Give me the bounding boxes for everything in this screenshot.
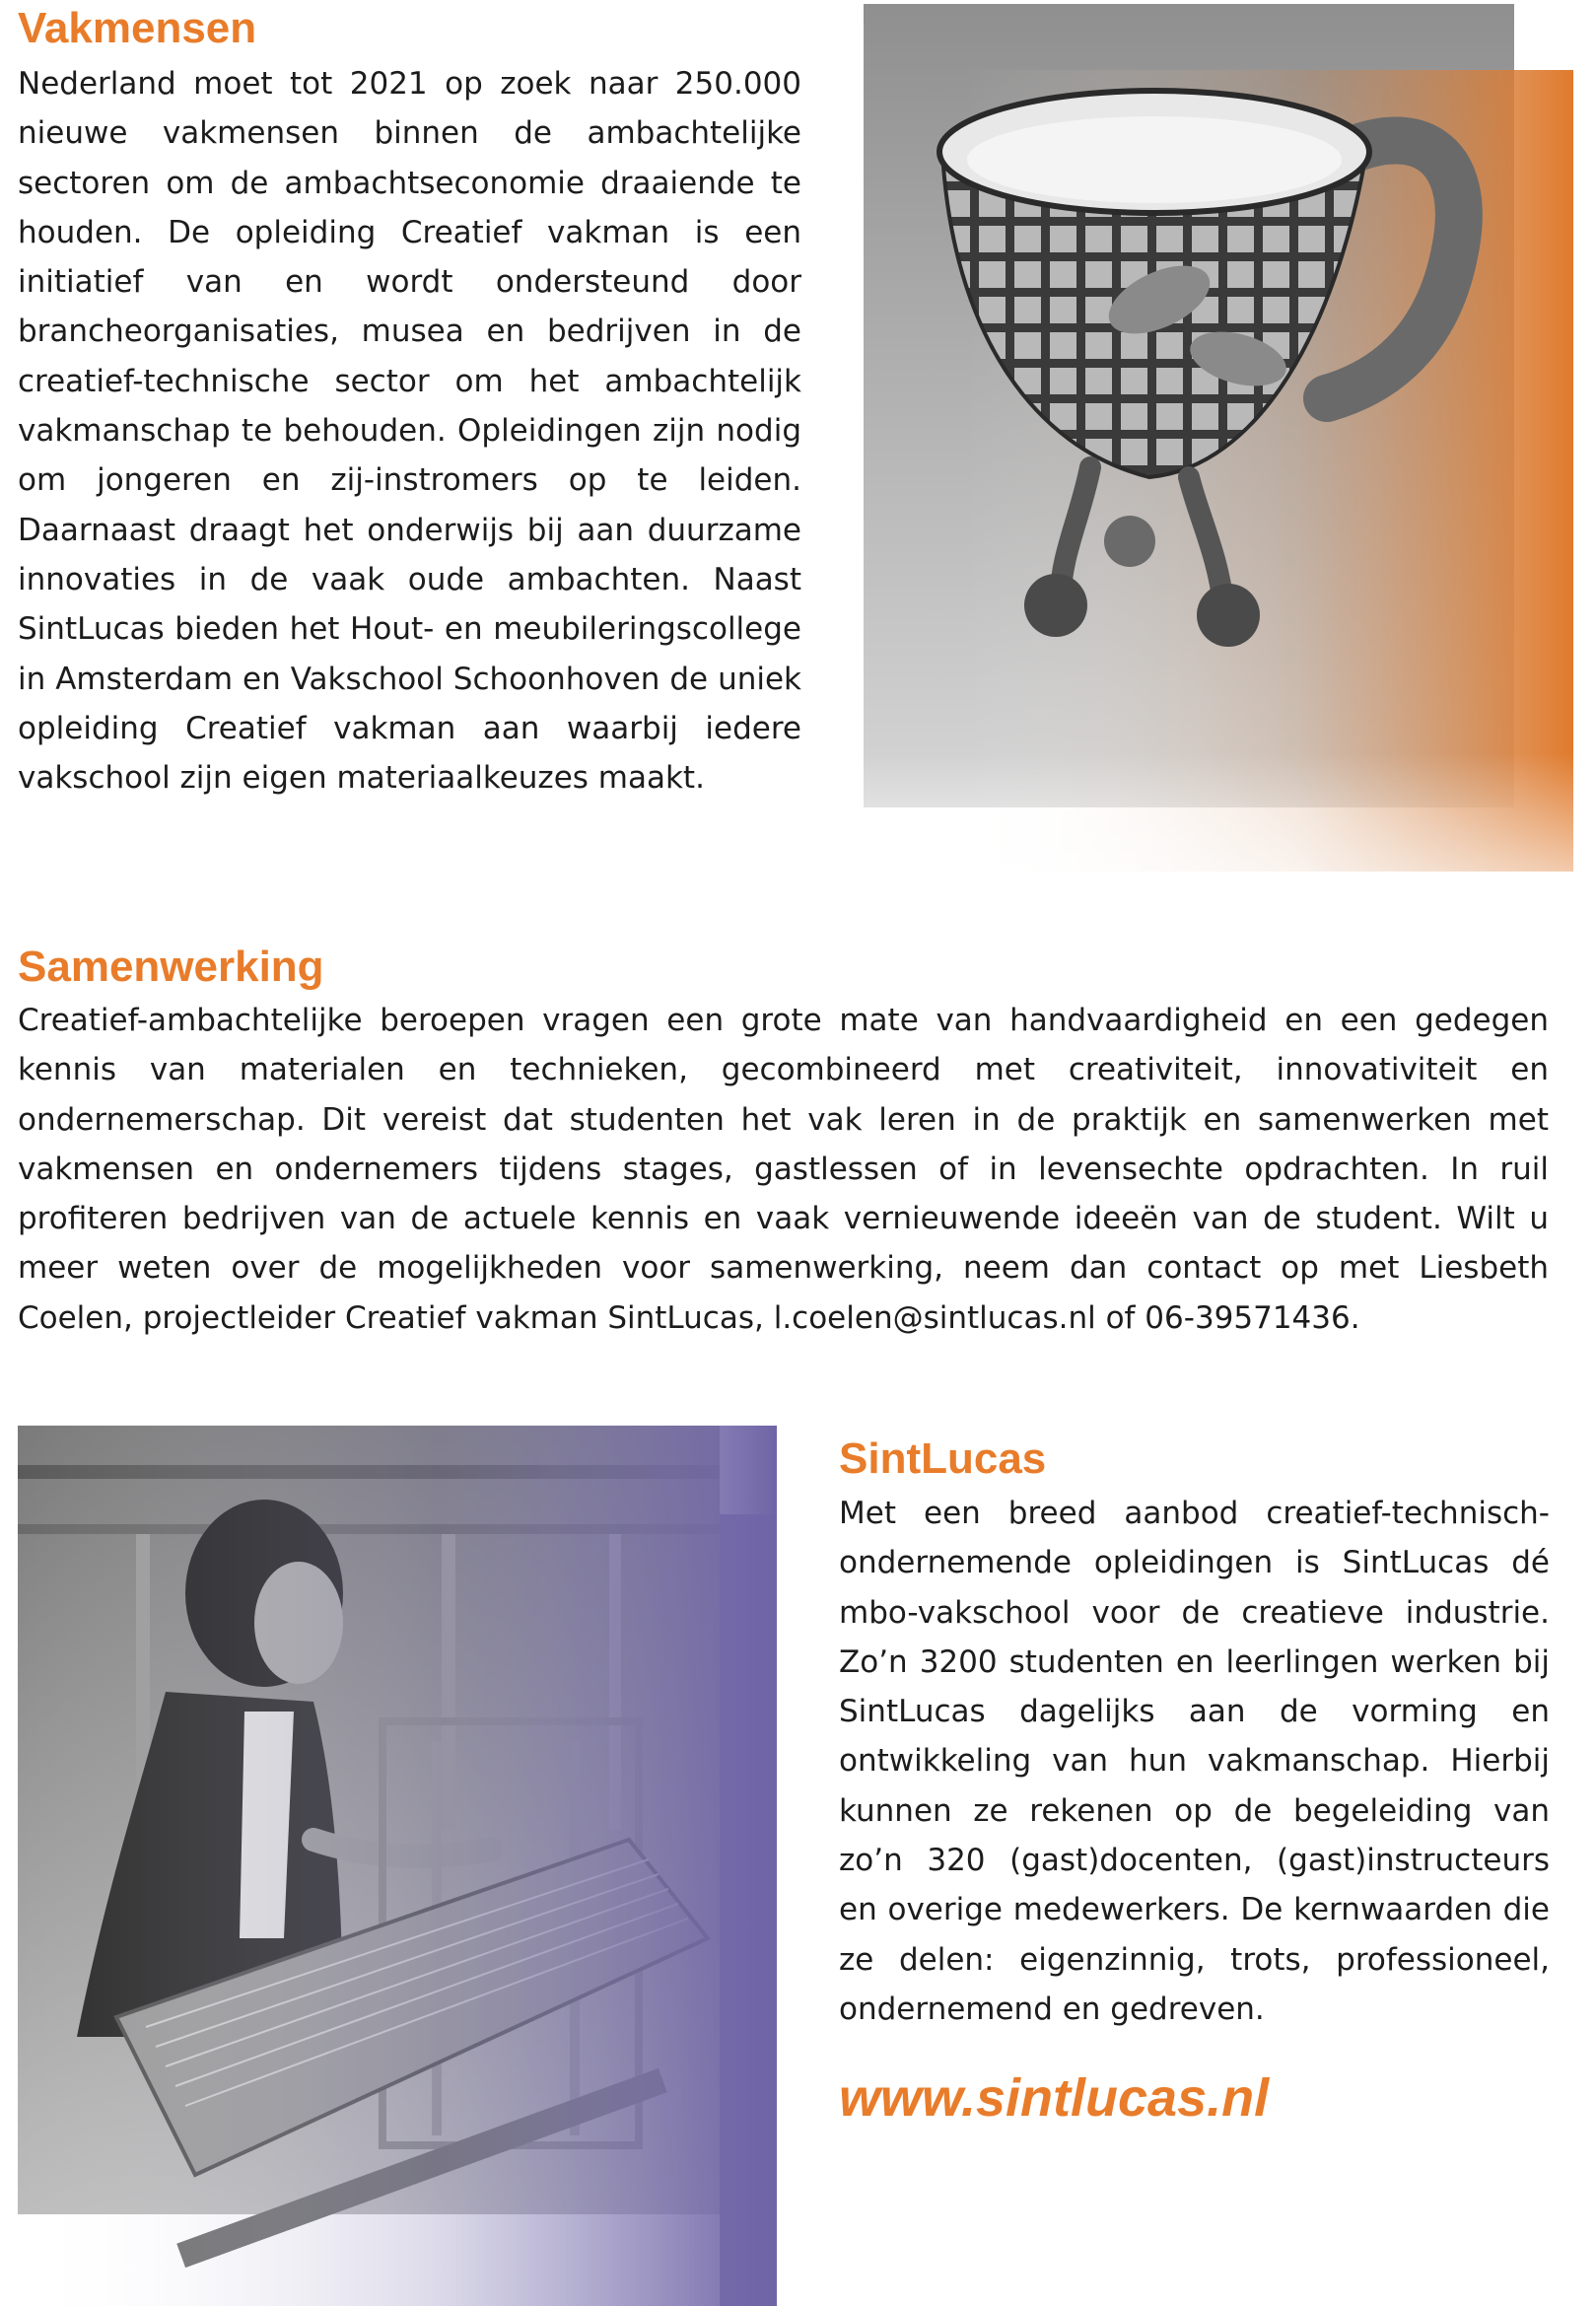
heading-vakmensen: Vakmensen	[18, 4, 257, 52]
heading-sintlucas: SintLucas	[839, 1434, 1047, 1483]
samenwerking-body: Creatief-ambachtelijke beroepen vragen een grote mate van handvaardigheid en een gedegen kennis van materialen en technieken, gecombineerd met creativiteit, innovativiteit en ondernemerschap. Dit vereist dat studenten het vak leren in de praktijk en samenwerken met vakmensen en ondernemers tijdens stages, gastlessen of in levensechte opdrachten. In ruil profiteren bedrijven van de actuele kennis en vaak vernieuwende ideeën van de student. Wilt u meer weten over de mogelijkheden voor samenwerking, neem dan contact op met Liesbeth Coelen, projectleider Creatief vakman SintLucas, l.coelen@sintlucas.nl of 06-39571436.	[18, 1003, 1549, 1336]
heading-samenwerking: Samenwerking	[18, 943, 324, 991]
website-link[interactable]: www.sintlucas.nl	[839, 2068, 1270, 2128]
vakmensen-body: Nederland moet tot 2021 op zoek naar 250.000 nieuwe vakmensen binnen de ambachtelijke sectoren om de ambachtseconomie draaiende te houden. De opleiding Creatief vakman is een initiatief van en wordt ondersteund door brancheorganisaties, musea en bedrijven in de creatief-technische sector om het ambachtelijk vakmanschap te behouden. Opleidingen zijn nodig om jongeren en zij-instromers op te leiden. Daarnaast draagt het onderwijs bij aan duurzame innovaties in de vaak oude ambachten. Naast SintLucas bieden het Hout- en meubileringscollege in Amsterdam en Vakschool Schoonhoven de uniek opleiding Creatief vakman aan waarbij iedere vakschool zijn eigen materiaalkeuzes maakt.	[18, 66, 801, 797]
weaver-photo	[18, 1426, 777, 2306]
sintlucas-body: Met een breed aanbod creatief-technisch-ondernemende opleidingen is SintLucas dé mbo-vakschool voor de creatieve industrie. Zo’n 3200 studenten en leerlingen werken bij SintLucas dagelijks aan de vorming en ontwikkeling van hun vakmanschap. Hierbij kunnen ze rekenen op de begeleiding van zo’n 320 (gast)docenten, (gast)instructeurs en overige medewerkers. De kernwaarden die ze delen: eigenzinnig, trots, professioneel, ondernemend en gedreven.	[839, 1496, 1550, 2027]
teacup-photo	[864, 4, 1573, 872]
